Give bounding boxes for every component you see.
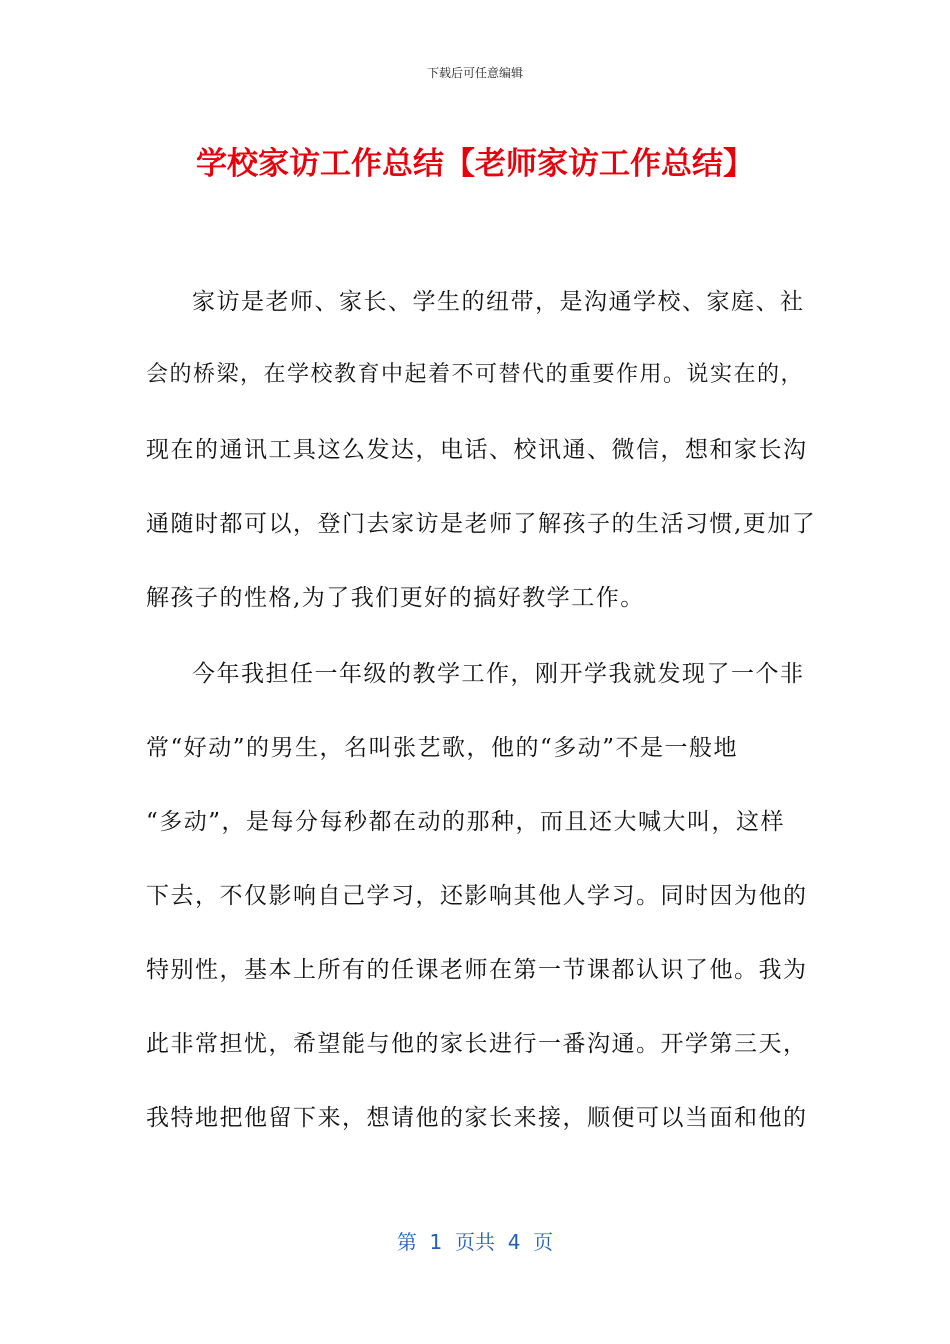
document-title: 学校家访工作总结【老师家访工作总结】: [196, 146, 754, 182]
paragraph-1-line-4: 通随时都可以，登门去家访是老师了解孩子的生活习惯,更加了: [146, 511, 817, 537]
page-number-footer: 第 1 页共 4 页: [396, 1230, 554, 1254]
paragraph-2-line-5: 特别性，基本上所有的任课老师在第一节课都认识了他。我为: [146, 957, 808, 983]
paragraph-1-line-2: 会的桥梁，在学校教育中起着不可替代的重要作用。说实在的，: [146, 362, 805, 387]
paragraph-2-line-1: 今年我担任一年级的教学工作，刚开学我就发现了一个非: [192, 661, 805, 687]
paragraph-1-line-3: 现在的通讯工具这么发达，电话、校讯通、微信，想和家长沟: [146, 437, 808, 463]
paragraph-2-line-6: 此非常担忧，希望能与他的家长进行一番沟通。开学第三天，: [146, 1031, 808, 1057]
paragraph-1-line-5: 解孩子的性格,为了我们更好的搞好教学工作。: [146, 585, 645, 611]
paragraph-2-line-4: 下去，不仅影响自己学习，还影响其他人学习。同时因为他的: [146, 883, 808, 909]
header-note: 下载后可任意编辑: [426, 66, 523, 80]
paragraph-2-line-3: “多动”，是每分每秒都在动的那种，而且还大喊大叫，这样: [146, 809, 786, 835]
paragraph-2-line-2: 常“好动”的男生，名叫张艺歌，他的“多动”不是一般地: [146, 735, 739, 761]
paragraph-1-line-1: 家访是老师、家长、学生的纽带，是沟通学校、家庭、社: [192, 289, 805, 315]
paragraph-2-line-7: 我特地把他留下来，想请他的家长来接，顺便可以当面和他的: [146, 1105, 808, 1131]
